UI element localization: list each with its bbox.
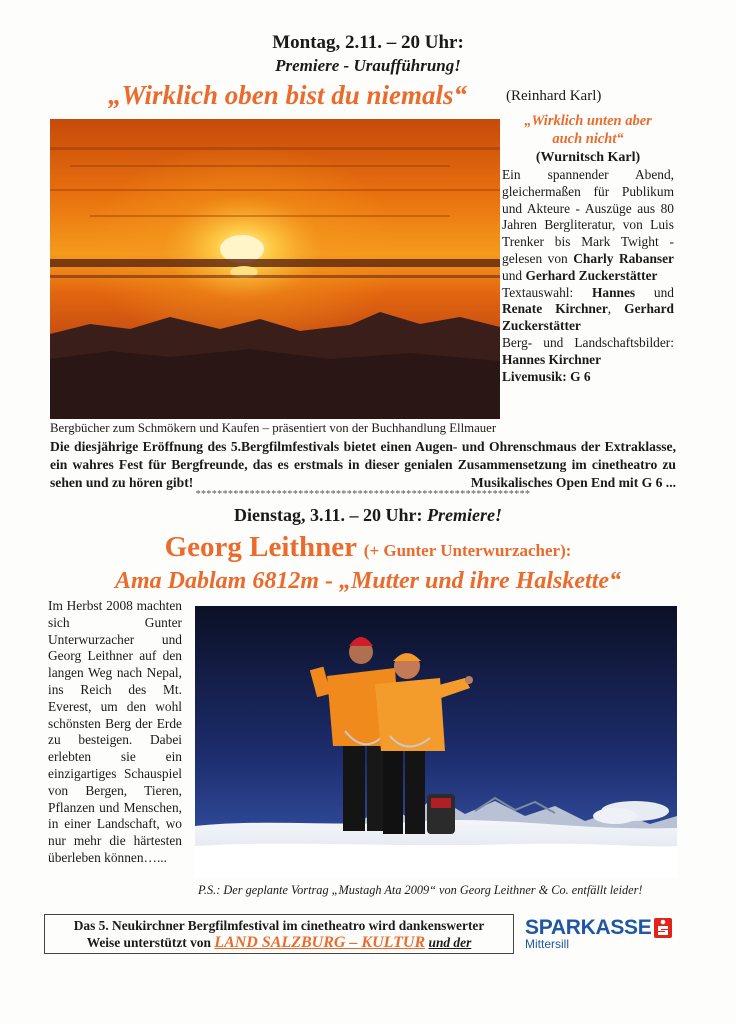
event2-date-text: Dienstag, 3.11. – 20 Uhr: — [234, 505, 423, 525]
text-selection-3: Gerhard Zuckerstätter — [502, 301, 674, 334]
side-quote-author: (Wurnitsch Karl) — [535, 150, 641, 165]
text-selection-1: Hannes — [591, 284, 636, 300]
text-selection-label: Textauswahl: — [502, 284, 574, 300]
footer-line-2 — [45, 934, 513, 952]
event1-title: „Wirklich oben bist du niemals“ — [108, 80, 468, 110]
bank-name: SPARKASSE — [525, 916, 652, 939]
event1-date: Montag, 2.11. – 20 Uhr: — [272, 32, 464, 53]
event2-date — [0, 505, 736, 526]
opening-tail: Musikalisches Open End mit G 6 ... — [470, 474, 676, 490]
event2-date-suffix: Premiere! — [427, 505, 502, 525]
event2-title — [0, 531, 736, 564]
footer-line-1: Das 5. Neukirchner Bergfilmfestival im cinetheatro wird dankenswerter — [73, 918, 485, 933]
and-word: und — [502, 267, 523, 283]
opening-text — [50, 438, 676, 491]
books-line: Bergbücher zum Schmökern und Kaufen – präsentiert von der Buchhandlung Ellmauer — [50, 421, 497, 435]
ps-note: P.S.: Der geplante Vortrag „Mustagh Ata 2009“ von Georg Leithner & Co. entfällt leider! — [198, 883, 643, 897]
footer-suffix: und der — [428, 935, 472, 950]
footer-prefix: Weise unterstützt von — [86, 935, 211, 950]
opening-body: Die diesjährige Eröffnung des 5.Bergfilmfestivals bietet einen Augen- und Ohrenschmaus der Extraklasse, ein wahres Fest für Bergfreunde, das es erstmals in dieser genialen Zusammensetzung im cinetheatro zu sehen und zu hören gibt! — [50, 439, 676, 490]
event2-description: Im Herbst 2008 machten sich Gunter Unterwurzacher und Georg Leithner auf den langen Weg nach Nepal, ins Reich des Mt. Everest, um den wohl schönsten Berg der Erde zu besteigen. Dabei erlebten sie ein einzigartiges Schauspiel von Bergen, Tieren, Pflanzen und Menschen, in einer Landschaft, wo nur mehr die härtesten überleben können…... — [48, 598, 182, 865]
images-by: Hannes Kirchner — [502, 351, 602, 367]
event1-subtitle: Premiere - Uraufführung! — [275, 56, 461, 75]
images-label: Berg- und Landschaftsbilder: — [502, 334, 674, 350]
footer-sponsor-box — [44, 914, 514, 954]
side-quote: „Wirklich unten aber auch nicht“ — [524, 113, 652, 147]
sponsor-land-salzburg: LAND SALZBURG – KULTUR — [214, 934, 426, 951]
event2-subtitle: Ama Dablam 6812m - „Mutter und ihre Halskette“ — [114, 568, 622, 594]
sparkasse-logo — [525, 916, 675, 956]
reader-2: Gerhard Zuckerstätter — [525, 267, 658, 283]
bank-location: Mittersill — [525, 937, 569, 951]
event1-title-author: (Reinhard Karl) — [506, 88, 602, 104]
text-selection-2: Renate Kirchner — [502, 301, 608, 317]
sunset-mountain-photo — [50, 119, 500, 419]
event1-intro: Ein spannender Abend, gleichermaßen für Publikum und Akteure - Auszüge aus 80 Jahren Bergliteratur, von Luis Trenker bis Mark Twight - gelesen von — [502, 167, 674, 266]
and-word: und — [653, 284, 674, 300]
live-music: Livemusik: G 6 — [502, 368, 591, 384]
star-separator: ************************************************************** — [195, 489, 531, 500]
sparkasse-s-icon — [654, 918, 672, 938]
event2-title-main: Georg Leithner — [164, 531, 357, 563]
reader-1: Charly Rabanser — [573, 250, 674, 266]
event2-title-extra: (+ Gunter Unterwurzacher): — [363, 541, 572, 560]
summit-climbers-photo — [195, 606, 677, 878]
event1-description: Ein spannender Abend, gleichermaßen für Publikum und Akteure - Auszüge aus 80 Jahren Bergliteratur, von Luis Trenker bis Mark Twight - gelesen von Charly Rabanser und Gerhard Zuckerstätter Textauswahl: Hannes und Renate Kirchner, Gerhard Zuckerstätter Berg- und Landschaftsbilder: Hannes Kirchner Livemusik: G 6 — [502, 167, 674, 384]
